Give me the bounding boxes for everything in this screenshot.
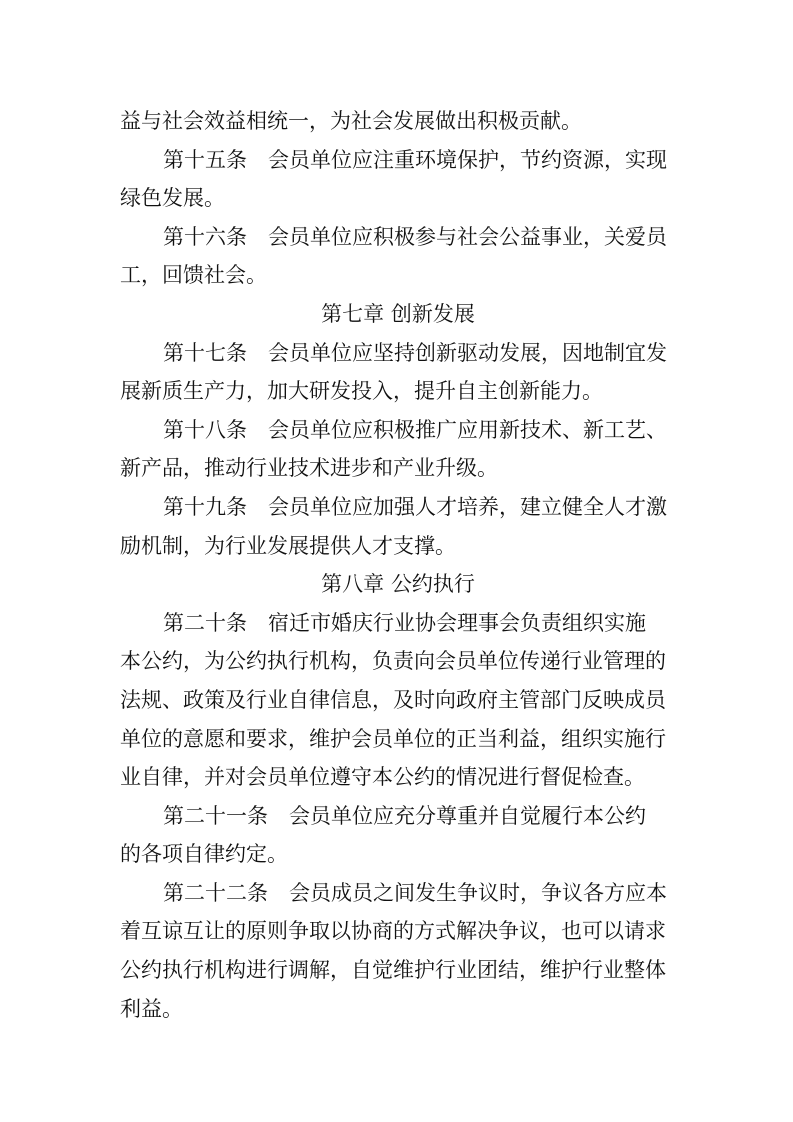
article-16-line: 第十六条 会员单位应积极参与社会公益事业，关爱员 [163, 224, 667, 249]
paragraph-line: 新产品，推动行业技术进步和产业升级。 [120, 456, 498, 481]
article-21-line: 第二十一条 会员单位应充分尊重并自觉履行本公约 [163, 803, 646, 828]
article-19-line: 第十九条 会员单位应加强人才培养，建立健全人才激 [163, 494, 667, 519]
paragraph-line: 着互谅互让的原则争取以协商的方式解决争议，也可以请求 [120, 919, 666, 944]
paragraph-line: 的各项自律约定。 [120, 842, 288, 867]
paragraph-line: 单位的意愿和要求，维护会员单位的正当利益，组织实施行 [120, 726, 666, 751]
paragraph-line: 公约执行机构进行调解，自觉维护行业团结，维护行业整体 [120, 958, 666, 983]
paragraph-line: 法规、政策及行业自律信息，及时向政府主管部门反映成员 [120, 687, 666, 712]
article-20-line: 第二十条 宿迁市婚庆行业协会理事会负责组织实施 [163, 610, 646, 635]
paragraph-line: 业自律，并对会员单位遵守本公约的情况进行督促检查。 [120, 765, 645, 790]
paragraph-line: 本公约，为公约执行机构，负责向会员单位传递行业管理的 [120, 649, 666, 674]
article-17-line: 第十七条 会员单位应坚持创新驱动发展，因地制宜发 [163, 340, 667, 365]
article-15-line: 第十五条 会员单位应注重环境保护，节约资源，实现 [163, 147, 667, 172]
document-body [120, 102, 676, 1028]
article-18-line: 第十八条 会员单位应积极推广应用新技术、新工艺、 [163, 417, 667, 442]
paragraph-line: 益与社会效益相统一，为社会发展做出积极贡献。 [120, 109, 582, 133]
chapter-8-heading: 第八章 公约执行 [321, 572, 475, 597]
paragraph-line: 绿色发展。 [120, 186, 225, 211]
paragraph-line: 工，回馈社会。 [120, 263, 267, 288]
paragraph-line: 励机制，为行业发展提供人才支撑。 [120, 533, 456, 558]
article-22-line: 第二十二条 会员成员之间发生争议时，争议各方应本 [163, 880, 667, 905]
paragraph-line: 利益。 [120, 996, 183, 1021]
paragraph-line: 展新质生产力，加大研发投入，提升自主创新能力。 [120, 379, 603, 404]
chapter-7-heading: 第七章 创新发展 [321, 301, 475, 326]
